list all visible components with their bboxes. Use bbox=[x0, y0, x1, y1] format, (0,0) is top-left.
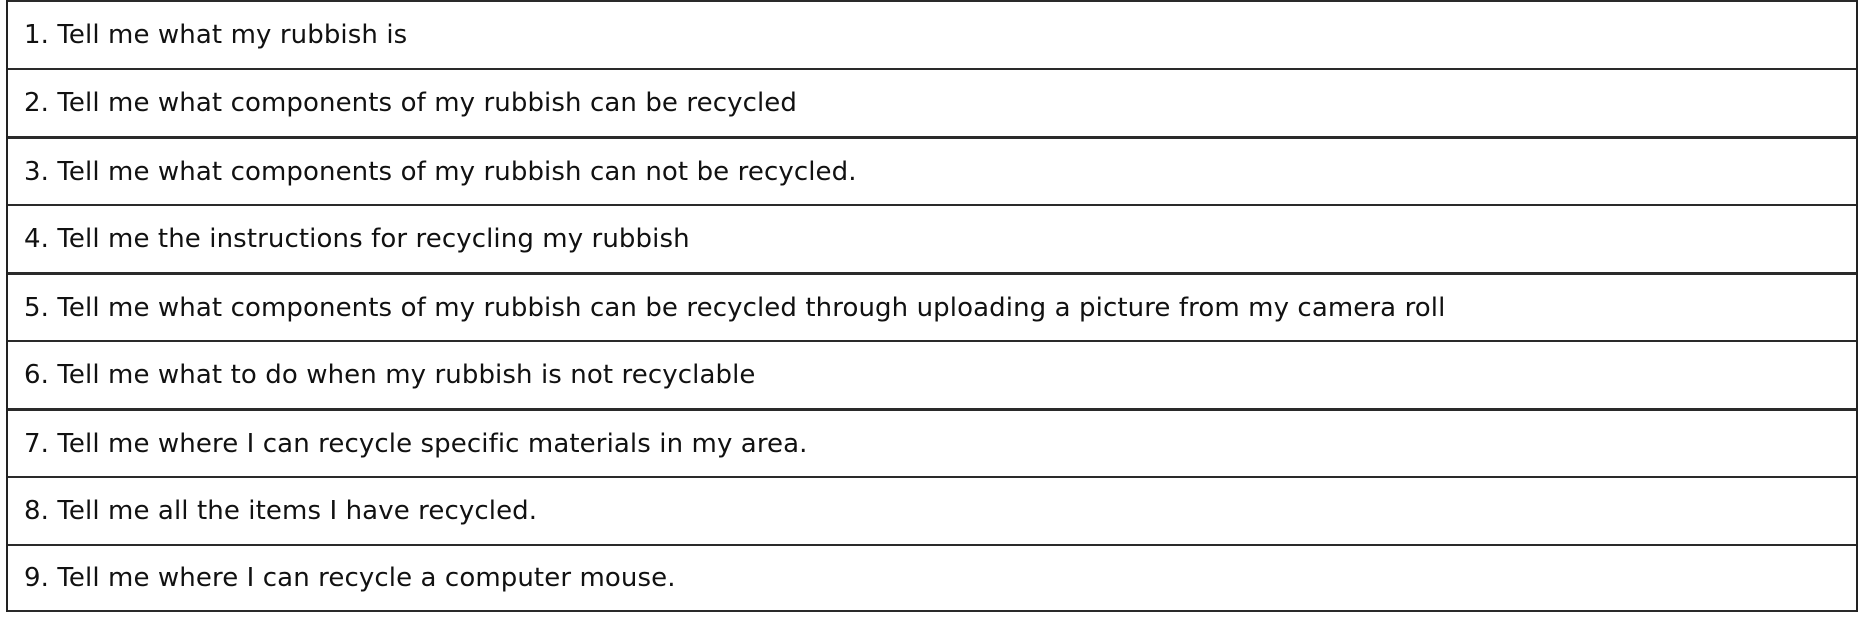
list-item-label: 9. Tell me where I can recycle a computer mouse. bbox=[24, 563, 676, 593]
list-item-label: 6. Tell me what to do when my rubbish is not recyclable bbox=[24, 360, 756, 390]
list-item-label: 3. Tell me what components of my rubbish can not be recycled. bbox=[24, 156, 857, 187]
list-item bbox=[8, 0, 1856, 68]
list-item bbox=[8, 476, 1856, 544]
list-item bbox=[8, 408, 1856, 476]
list-item bbox=[8, 136, 1856, 204]
list-item-label: 5. Tell me what components of my rubbish can be recycled through uploading a picture from my camera roll bbox=[24, 292, 1446, 323]
requirements-list bbox=[6, 0, 1858, 612]
list-item bbox=[8, 544, 1856, 612]
list-item-label: 7. Tell me where I can recycle specific materials in my area. bbox=[24, 428, 808, 459]
list-item bbox=[8, 340, 1856, 408]
list-item-label: 1. Tell me what my rubbish is bbox=[24, 20, 408, 50]
list-item-label: 4. Tell me the instructions for recycling my rubbish bbox=[24, 224, 690, 254]
list-item bbox=[8, 68, 1856, 136]
list-item bbox=[8, 272, 1856, 340]
list-item bbox=[8, 204, 1856, 272]
list-item-label: 8. Tell me all the items I have recycled. bbox=[24, 496, 538, 526]
list-item-label: 2. Tell me what components of my rubbish can be recycled bbox=[24, 88, 798, 118]
